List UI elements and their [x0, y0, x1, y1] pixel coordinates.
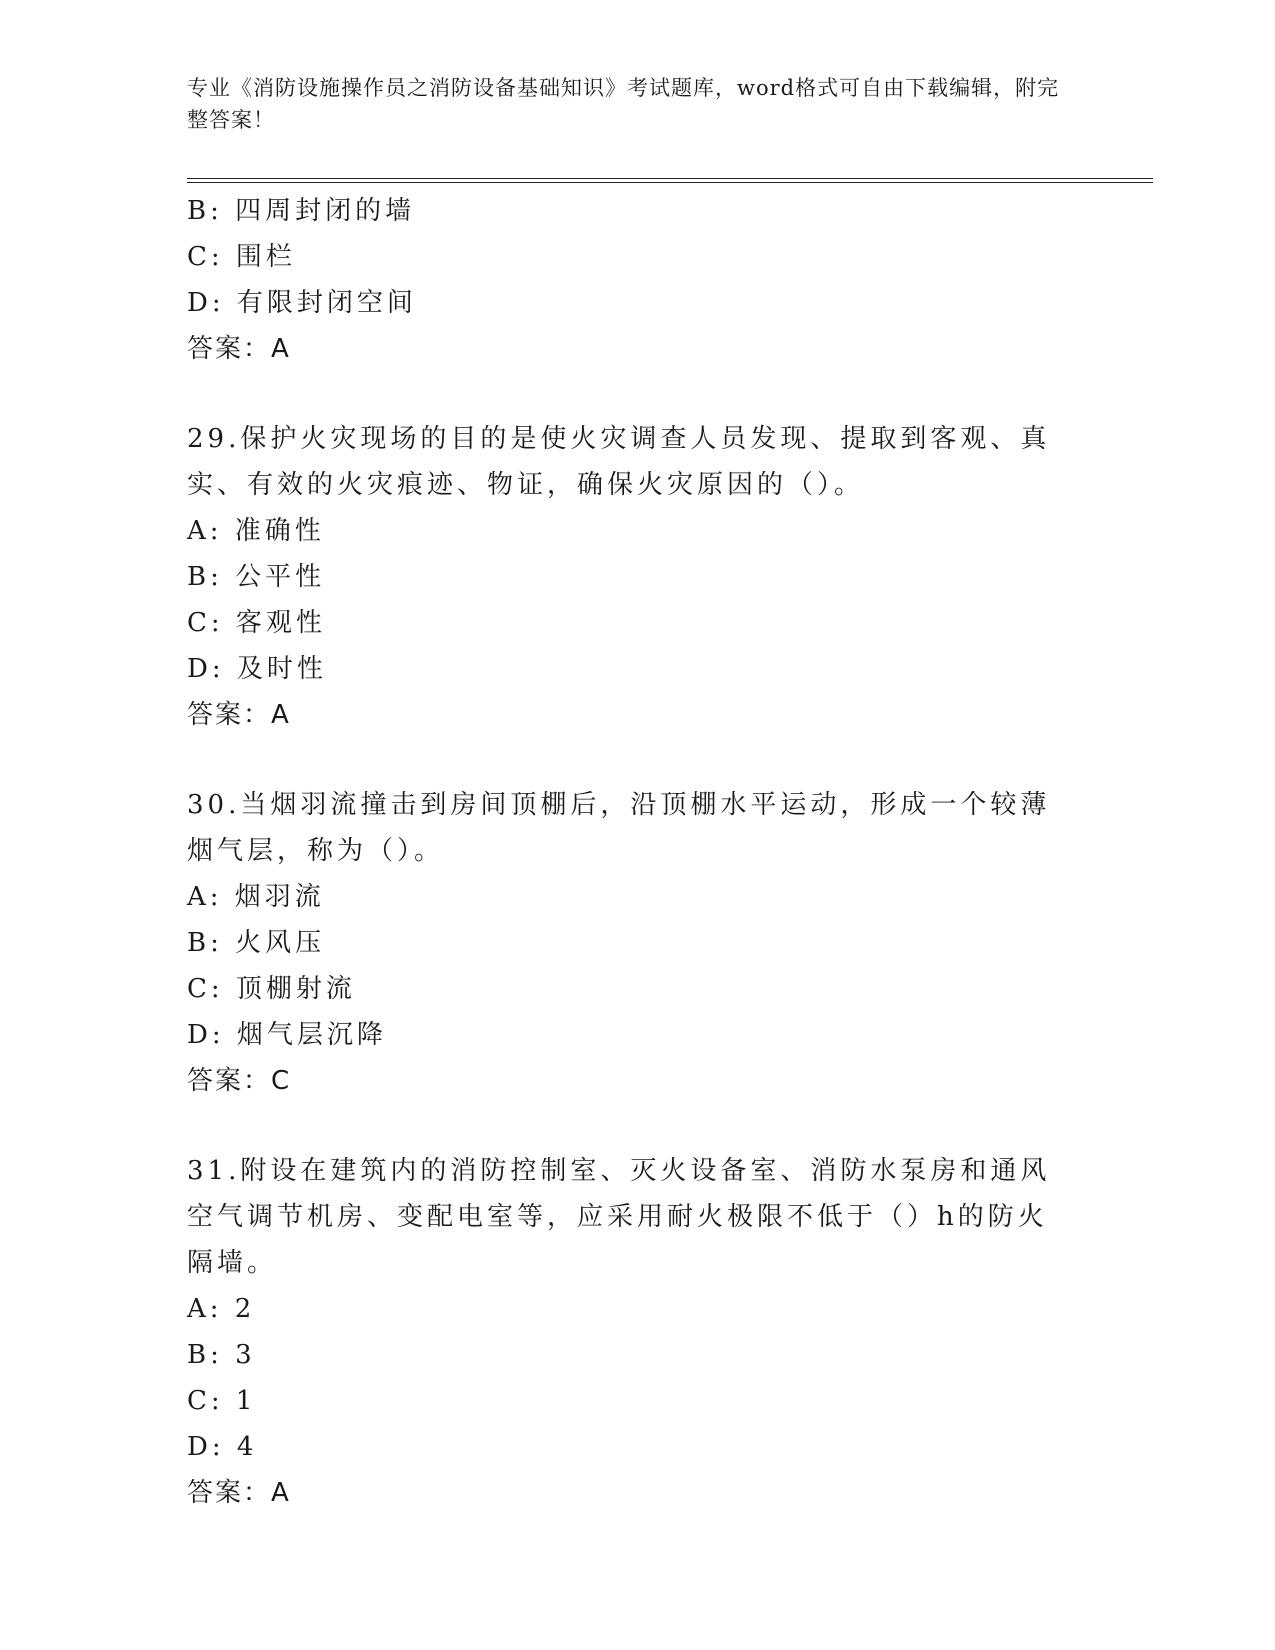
answer-line: 答案：A	[187, 1478, 291, 1508]
option-c: C: 客观性	[187, 608, 326, 638]
question-text: 31.附设在建筑内的消防控制室、灭火设备室、消防水泵房和通风空气调节机房、变配电室等，应采用耐火极限不低于（）h的防火隔墙。	[187, 1156, 1051, 1278]
option-b: B: 3	[187, 1340, 256, 1370]
question-text: 30.当烟羽流撞击到房间顶棚后，沿顶棚水平运动，形成一个较薄烟气层，称为（）。	[187, 790, 1051, 866]
option-a: A: 烟羽流	[187, 882, 325, 912]
option-b: B: 公平性	[187, 562, 326, 592]
option-d: D: 及时性	[187, 654, 327, 684]
header-divider-bottom	[187, 182, 1153, 183]
answer-line: 答案：A	[187, 334, 291, 364]
option-a: A: 2	[187, 1294, 256, 1324]
question-text: 29.保护火灾现场的目的是使火灾调查人员发现、提取到客观、真实、有效的火灾痕迹、物证，确保火灾原因的（）。	[187, 424, 1051, 500]
option-a: A: 准确性	[187, 516, 325, 546]
option-c: C: 顶棚射流	[187, 974, 356, 1004]
question-29	[187, 416, 1087, 738]
page-header: 专业《消防设施操作员之消防设备基础知识》考试题库，word格式可自由下载编辑，附完整答案！	[187, 76, 1060, 132]
question-content	[187, 188, 1087, 1516]
header-divider-top	[187, 178, 1153, 179]
question-28-continuation	[187, 188, 1087, 372]
question-31	[187, 1148, 1087, 1516]
option-c: C: 1	[187, 1386, 257, 1416]
answer-line: 答案：C	[187, 1066, 292, 1096]
answer-line: 答案：A	[187, 700, 291, 730]
option-d: D: 有限封闭空间	[187, 288, 417, 318]
option-b: B: 四周封闭的墙	[187, 196, 416, 226]
option-b: B: 火风压	[187, 928, 326, 958]
question-30	[187, 782, 1087, 1104]
option-d: D: 烟气层沉降	[187, 1020, 387, 1050]
option-c: C: 围栏	[187, 242, 296, 272]
option-d: D: 4	[187, 1432, 258, 1462]
